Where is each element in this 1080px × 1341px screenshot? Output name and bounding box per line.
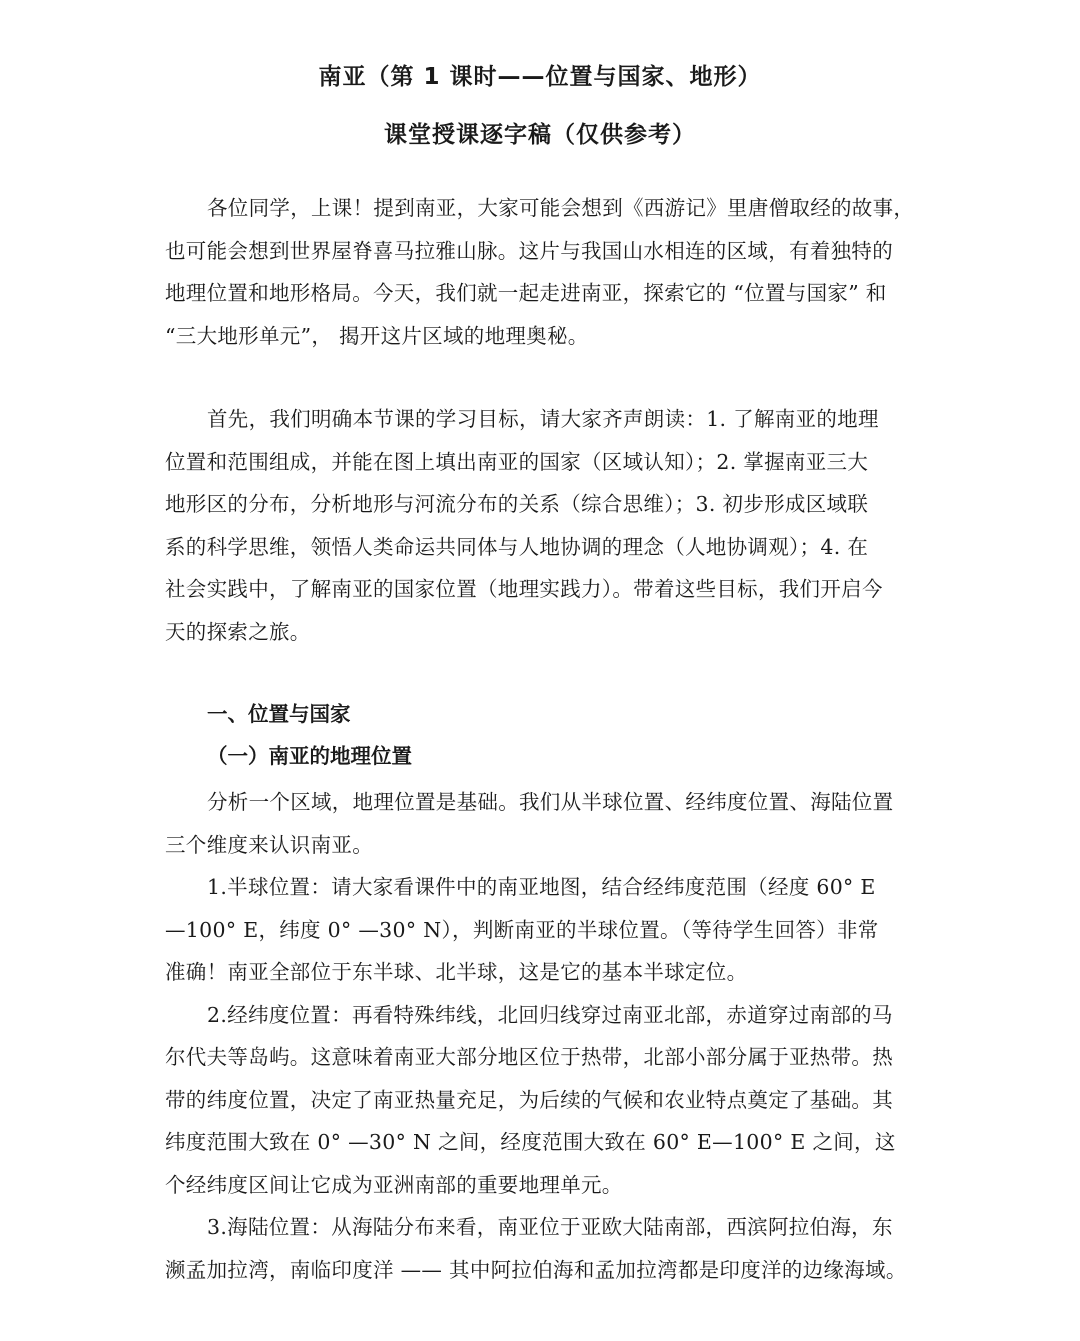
section-heading: 一、位置与国家 — [207, 702, 351, 726]
paragraph-line: 1.半球位置：请大家看课件中的南亚地图，结合经纬度范围（经度 60° E — [207, 875, 876, 899]
paragraph-line: 带的纬度位置，决定了南亚热量充足，为后续的气候和农业特点奠定了基础。其 — [165, 1087, 893, 1112]
objectives-paragraph — [165, 398, 925, 653]
section-sub-heading: （一）南亚的地理位置 — [207, 744, 412, 768]
paragraph-line: 地形区的分布，分析地形与河流分布的关系（综合思维）；3. 初步形成区域联 — [165, 492, 869, 516]
document-title: 南亚（第 1 课时——位置与国家、地形） — [318, 64, 762, 90]
paragraph-line: 位置和范围组成，并能在图上填出南亚的国家（区域认知）；2. 掌握南亚三大 — [165, 449, 869, 474]
paragraph-line: 也可能会想到世界屋脊喜马拉雅山脉。这片与我国山水相连的区域，有着独特的 — [165, 238, 893, 263]
paragraph-line: —100° E，纬度 0° —30° N），判断南亚的半球位置。（等待学生回答）非常 — [165, 917, 879, 942]
paragraph-line: 3.海陆位置：从海陆分布来看，南亚位于亚欧大陆南部，西滨阿拉伯海，东 — [207, 1215, 893, 1239]
paragraph-line: 各位同学，上课！提到南亚，大家可能会想到《西游记》里唐僧取经的故事， — [207, 196, 915, 220]
paragraph-line: “三大地形单元”， 揭开这片区域的地理奥秘。 — [165, 323, 589, 348]
paragraph-line: 纬度范围大致在 0° —30° N 之间，经度范围大致在 60° E—100° E 之间，这 — [165, 1130, 896, 1154]
document-subtitle: 课堂授课逐字稿（仅供参考） — [384, 122, 696, 148]
paragraph-line: 首先，我们明确本节课的学习目标，请大家齐声朗读：1. 了解南亚的地理 — [207, 407, 879, 431]
paragraph-line: 准确！南亚全部位于东半球、北半球，这是它的基本半球定位。 — [165, 960, 748, 984]
paragraph-line: 系的科学思维，领悟人类命运共同体与人地协调的理念（人地协调观）；4. 在 — [165, 534, 869, 559]
paragraph-line: 天的探索之旅。 — [165, 619, 311, 644]
paragraph-line: 濒孟加拉湾，南临印度洋 —— 其中阿拉伯海和孟加拉湾都是印度洋的边缘海域。 — [165, 1257, 907, 1282]
paragraph-line: 个经纬度区间让它成为亚洲南部的重要地理单元。 — [165, 1172, 623, 1197]
paragraph-line: 尔代夫等岛屿。这意味着南亚大部分地区位于热带，北部小部分属于亚热带。热 — [165, 1045, 893, 1069]
paragraph-line: 分析一个区域，地理位置是基础。我们从半球位置、经纬度位置、海陆位置 — [207, 790, 894, 814]
section-body — [165, 781, 925, 1291]
paragraph-line: 三个维度来认识南亚。 — [165, 832, 373, 857]
paragraph-line: 社会实践中，了解南亚的国家位置（地理实践力）。带着这些目标，我们开启今 — [165, 577, 883, 601]
paragraph-line: 2.经纬度位置：再看特殊纬线，北回归线穿过南亚北部，赤道穿过南部的马 — [207, 1002, 893, 1027]
intro-paragraph — [165, 187, 925, 357]
paragraph-line: 地理位置和地形格局。今天，我们就一起走进南亚，探索它的 “位置与国家” 和 — [165, 281, 887, 305]
